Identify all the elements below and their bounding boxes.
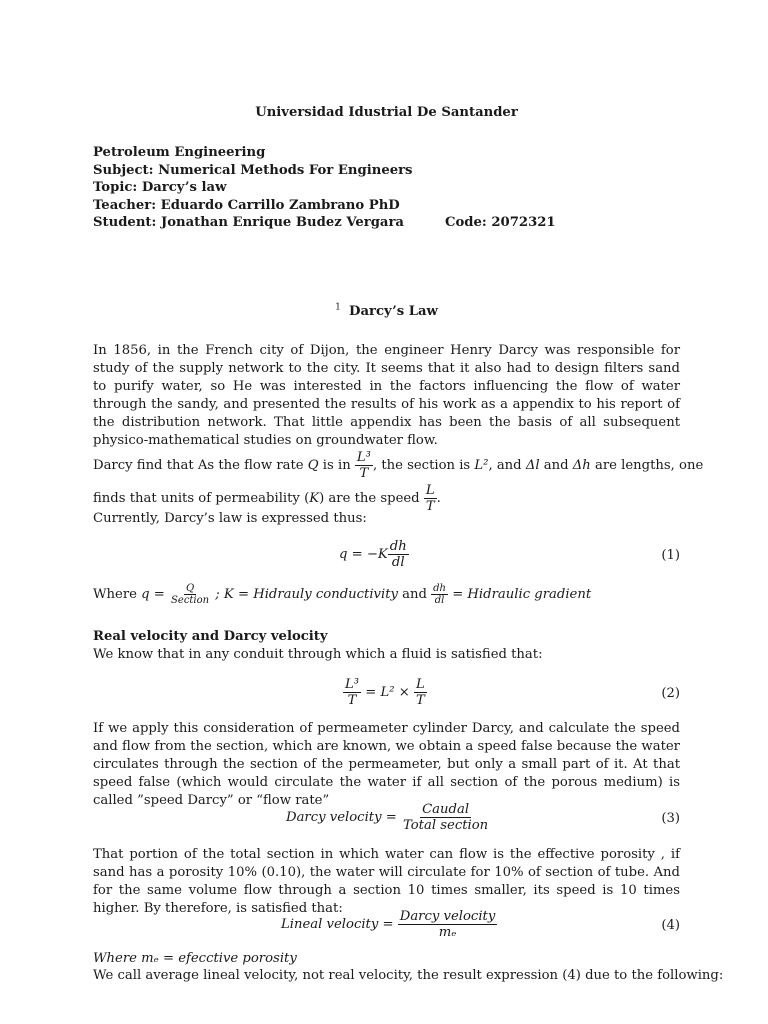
units-text-5: are lengths, one [590, 458, 704, 473]
equation-1-lhs: q = −K [339, 547, 388, 562]
subsection-title: Real velocity and Darcy velocity [93, 629, 328, 644]
equation-3-fraction [401, 802, 490, 833]
equation-2 [93, 675, 680, 715]
teacher-line: Teacher: Eduardo Carrillo Zambrano PhD [93, 198, 400, 213]
section-units: L² [474, 458, 489, 473]
q-variable: Q [307, 458, 319, 473]
section-heading [93, 303, 680, 321]
equation-1-number: (1) [661, 548, 680, 563]
where-1-gradient-denominator: dl [434, 595, 445, 606]
equation-4-fraction [398, 909, 498, 940]
where-1-k-text: ; K = Hidrauly conductivity [211, 587, 398, 602]
units-text-1: Darcy find that As the flow rate [93, 458, 308, 473]
where-1-q-numerator: Q [185, 583, 195, 594]
equation-2-denominator-2: T [415, 693, 425, 708]
where-line-2: Where mₑ = efecctive porosity [93, 951, 297, 966]
equation-2-numerator-1: L³ [345, 677, 360, 692]
equation-2-fraction-2 [414, 677, 427, 708]
equation-4-lhs: Lineal velocity = [281, 917, 398, 932]
equation-2-numerator-2: L [415, 677, 425, 692]
equation-1-numerator: dh [389, 539, 407, 554]
equation-3-denominator: Total section [402, 818, 489, 833]
equation-2-number: (2) [661, 686, 680, 701]
speed-units-denominator: T [425, 499, 435, 514]
paragraph-3 [93, 720, 680, 810]
intro-text: In 1856, in the French city of Dijon, the engineer Henry Darcy was responsible for study of the supply network to the city. It seems that it also had to design filters sand to purify water, so He was interested in the factors influencing the flow of water through the sandy, and presented the results of his work as a appendix to his report of the distribution network. That little appendix has been the basis of all subsequent physico-mathematical studies on groundwater flow. [93, 343, 680, 448]
equation-2-fraction-1 [343, 677, 361, 708]
units-line-3: Currently, Darcy’s law is expressed thus: [93, 511, 367, 526]
where-1-gradient-fraction [431, 583, 448, 606]
where-1-q: q [141, 587, 150, 602]
where-1-q-fraction [169, 583, 211, 606]
equation-3-body [286, 802, 490, 833]
units-text-4: , and [488, 458, 526, 473]
document-page [93, 0, 724, 1024]
delta-l: Δl [525, 458, 540, 473]
where-1-and: and [397, 587, 432, 602]
units-text-8: . [436, 491, 441, 506]
last-line: We call average lineal velocity, not real velocity, the result expression (4) due to the following: [93, 968, 724, 983]
equation-3-lhs: Darcy velocity = [286, 810, 401, 825]
topic-line: Topic: Darcy’s law [93, 180, 227, 195]
intro-paragraph [93, 342, 680, 450]
equation-4-body [281, 909, 497, 940]
delta-h: Δh [572, 458, 591, 473]
units-text-2: is in [318, 458, 355, 473]
units-text-6: finds that units of permeability ( [93, 491, 310, 506]
equation-4-numerator: Darcy velocity [399, 909, 496, 924]
paragraph-4-text: That portion of the total section in which water can flow is the effective porosity , if sand has a porosity 10% (0.10), the water will circulate for 10% of section of tube. And for the same volume flow through a section 10 times smaller, its speed is 10 times higher. By therefore, is satisfied that: [93, 847, 680, 916]
section-title: Darcy’s Law [349, 304, 438, 319]
units-line-1 [93, 450, 704, 481]
units-text-3: , the section is [372, 458, 475, 473]
units-and: and [539, 458, 573, 473]
equation-2-denominator-1: T [347, 693, 357, 708]
equation-4 [93, 907, 680, 947]
footnote-mark: 1 [335, 302, 341, 313]
speed-units-numerator: L [425, 483, 435, 498]
paragraph-3-text: If we apply this consideration of permeameter cylinder Darcy, and calculate the speed and flow from the section, which are known, we obtain a speed false because the water circulates through the section of the permeameter, but only a small part of it. At that speed false (which would circulate the water if all section of the porous medium) is called ”speed Darcy” or “flow rate” [93, 721, 680, 808]
where-1-word: Where [93, 587, 142, 602]
flow-units-denominator: T [359, 466, 369, 481]
equation-4-denominator: mₑ [438, 925, 457, 940]
speed-units-fraction [424, 483, 437, 514]
equation-2-middle: = L² × [361, 685, 414, 700]
equation-3-number: (3) [661, 811, 680, 826]
where-line-1 [93, 583, 591, 606]
where-1-equals: = [149, 587, 170, 602]
units-text-7: ) are the speed [319, 491, 424, 506]
where-1-gradient-numerator: dh [433, 583, 446, 594]
equation-1-fraction [388, 539, 409, 570]
equation-1-denominator: dl [391, 555, 405, 570]
where-1-q-denominator: Section [171, 595, 210, 606]
equation-2-body [343, 677, 427, 708]
equation-3-numerator: Caudal [422, 802, 470, 817]
flow-units-fraction [355, 450, 373, 481]
where-1-gradient-text: = Hidraulic gradient [448, 587, 592, 602]
career-line: Petroleum Engineering [93, 145, 266, 160]
code-line: Code: 2072321 [445, 215, 556, 230]
k-variable: K [309, 491, 320, 506]
equation-1 [93, 537, 680, 577]
equation-3 [93, 800, 680, 840]
university-title: Universidad Idustrial De Santander [255, 105, 518, 120]
equation-1-body [339, 539, 409, 570]
subject-line: Subject: Numerical Methods For Engineers [93, 163, 413, 178]
student-line: Student: Jonathan Enrique Budez Vergara [93, 215, 404, 230]
subsection-intro: We know that in any conduit through which a fluid is satisfied that: [93, 647, 543, 662]
flow-units-numerator: L³ [356, 450, 371, 465]
equation-4-number: (4) [661, 918, 680, 933]
